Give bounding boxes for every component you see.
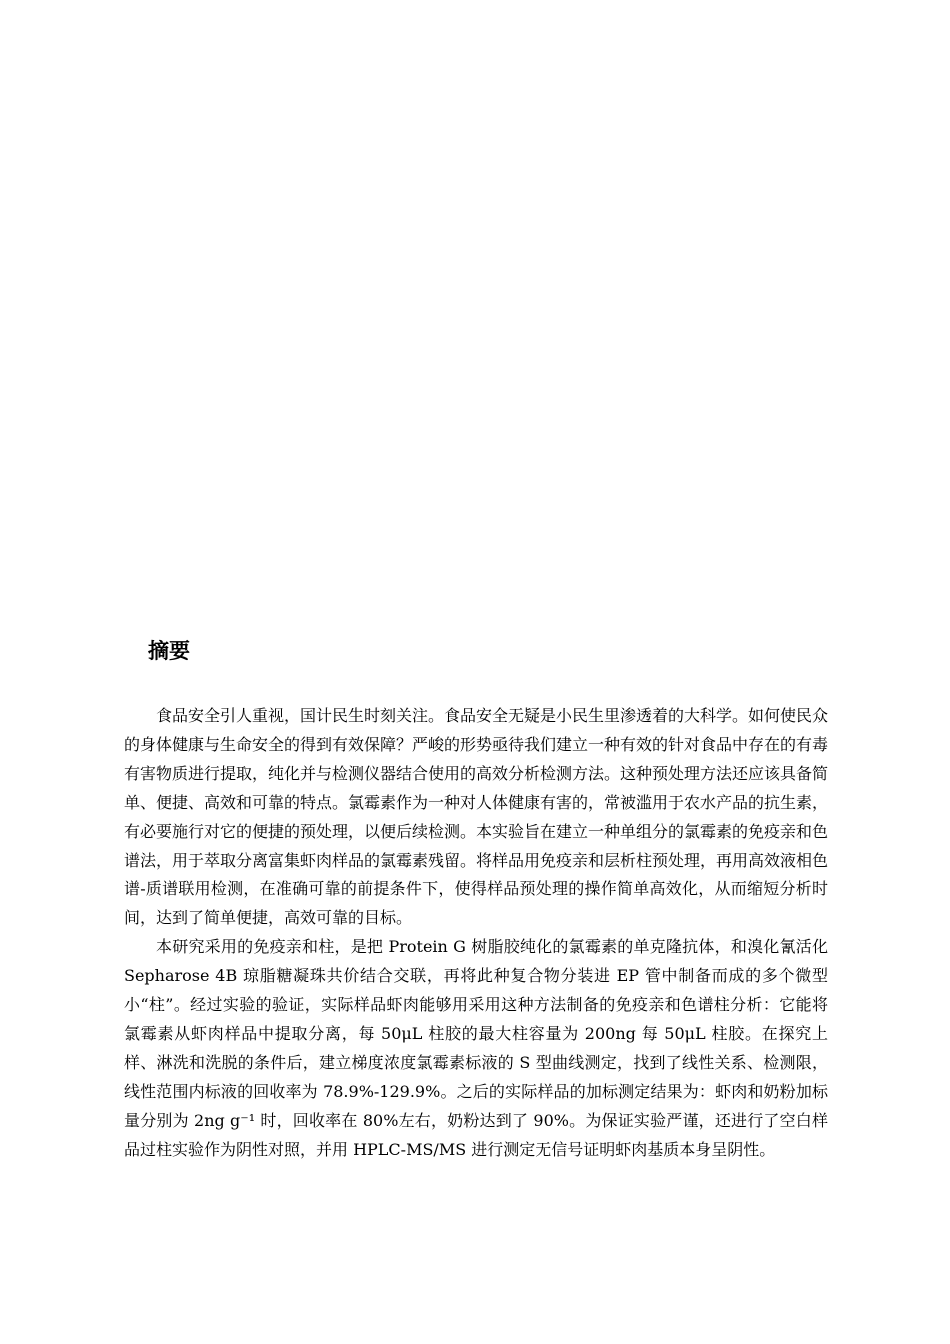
abstract-heading: 摘要	[148, 639, 190, 663]
abstract-paragraph-2: 本研究采用的免疫亲和柱，是把 Protein G 树脂胶纯化的氯霉素的单克隆抗体，和溴化氰活化 Sepharose 4B 琼脂糖凝珠共价结合交联，再将此种复合物分装进 EP 管中制备而成的多个微型小“柱”。经过实验的验证，实际样品虾肉能够用采用这种方法制备的免疫亲和色谱柱分析：它能将氯霉素从虾肉样品中提取分离，每 50μL 柱胶的最大柱容量为 200ng 每 50μL 柱胶。在探究上样、淋洗和洗脱的条件后，建立梯度浓度氯霉素标液的 S 型曲线测定，找到了线性关系、检测限，线性范围内标液的回收率为 78.9%-129.9%。之后的实际样品的加标测定结果为：虾肉和奶粉加标量分别为 2ng g⁻¹ 时，回收率在 80%左右，奶粉达到了 90%。为保证实验严谨，还进行了空白样品过柱实验作为阴性对照，并用 HPLC-MS/MS 进行测定无信号证明虾肉基质本身呈阴性。	[124, 937, 828, 1159]
abstract-paragraph-1: 食品安全引人重视，国计民生时刻关注。食品安全无疑是小民生里渗透着的大科学。如何使民众的身体健康与生命安全的得到有效保障？严峻的形势亟待我们建立一种有效的针对食品中存在的有毒有害物质进行提取，纯化并与检测仪器结合使用的高效分析检测方法。这种预处理方法还应该具备简单、便捷、高效和可靠的特点。氯霉素作为一种对人体健康有害的，常被滥用于农水产品的抗生素，有必要施行对它的便捷的预处理，以便后续检测。本实验旨在建立一种单组分的氯霉素的免疫亲和色谱法，用于萃取分离富集虾肉样品的氯霉素残留。将样品用免疫亲和层析柱预处理，再用高效液相色谱-质谱联用检测，在准确可靠的前提条件下，使得样品预处理的操作简单高效化，从而缩短分析时间，达到了简单便捷，高效可靠的目标。	[124, 706, 829, 928]
abstract-body	[124, 702, 828, 1165]
